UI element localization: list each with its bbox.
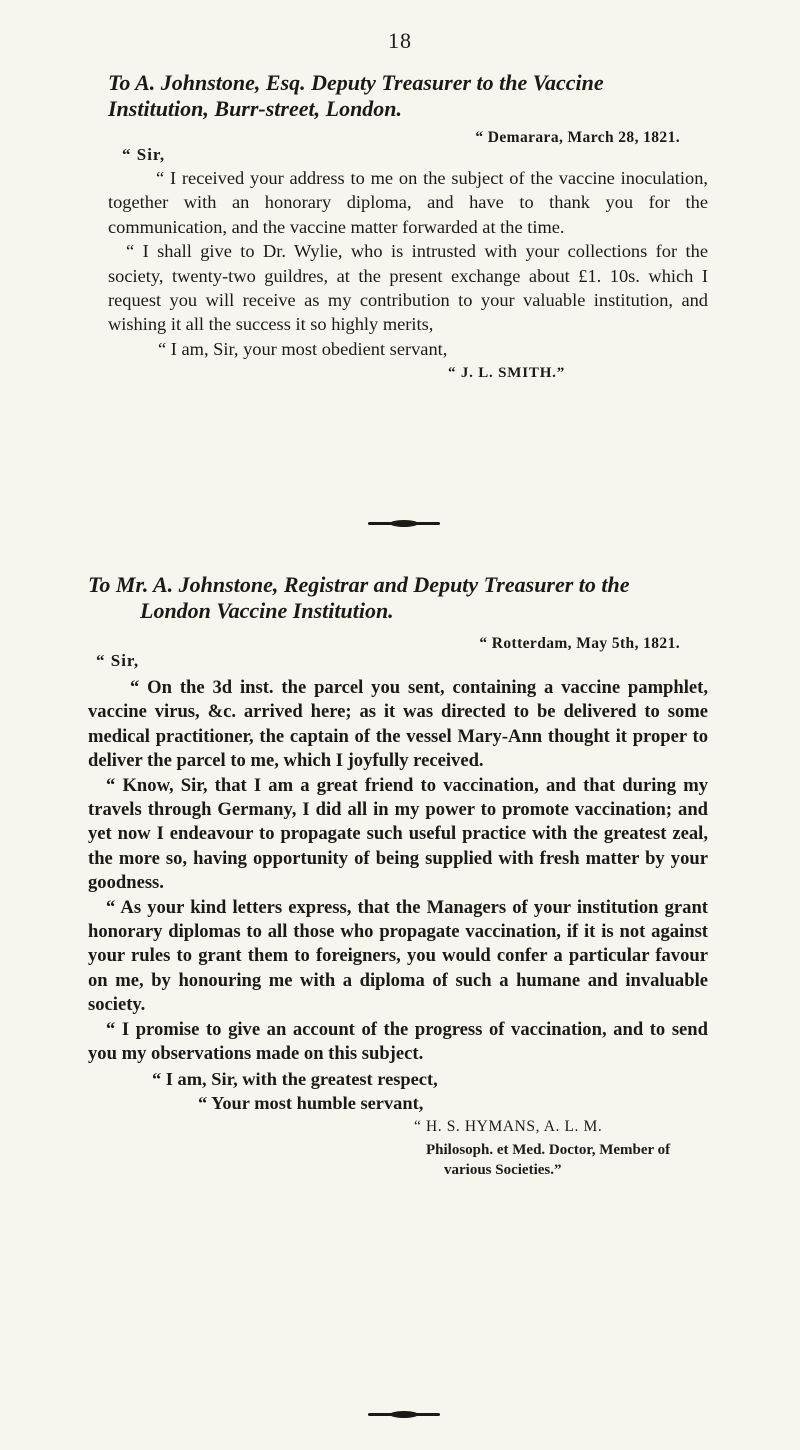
letter-smith xyxy=(108,70,708,386)
closing: “ Your most humble servant, xyxy=(198,1092,424,1113)
paragraph: “ I promise to give an account of the progress of vaccination, and to send you my observations made on this subject. xyxy=(88,1018,708,1065)
section-divider xyxy=(368,1413,440,1416)
page-number: 18 xyxy=(388,28,412,53)
salutation: “ Sir, xyxy=(96,651,140,670)
paragraph: “ As your kind letters express, that the Managers of your institution grant honorary diplomas to all those who propagate vaccination, if it is not against your rules to grant them to foreigners, you would confer a particular favour on me, by honouring me with a diploma of such a humane and invaluable society. xyxy=(88,896,708,1016)
paragraph: “ On the 3d inst. the parcel you sent, containing a vaccine pamphlet, vaccine virus, &c. arrived here; as it was directed to be delivered to some medical practitioner, the captain of the vessel Mary-Ann thought it proper to deliver the parcel to me, which I joyfully received. xyxy=(88,677,708,772)
dateline: “ Rotterdam, May 5th, 1821. xyxy=(479,635,680,652)
paragraph: “ I received your address to me on the subject of the vaccine inoculation, together with an honorary diploma, and have to thank you for the communication, and the vaccine matter forwarded at the time. xyxy=(108,168,708,237)
paragraph: “ Know, Sir, that I am a great friend to vaccination, and that during my travels through Germany, I did all in my power to promote vaccination; and yet now I endeavour to propagate such useful practice with the greatest zeal, the more so, having opportunity of being supplied with fresh matter by your goodness. xyxy=(88,774,708,894)
letter-heading xyxy=(108,70,708,122)
heading-line-1: To A. Johnstone, Esq. Deputy Treasurer to the Vaccine xyxy=(108,70,604,95)
heading-line-2: London Vaccine Institution. xyxy=(140,598,394,623)
letter-heading xyxy=(88,572,708,624)
heading-line-2: Institution, Burr-street, London. xyxy=(108,96,403,121)
section-divider xyxy=(368,522,440,525)
salutation: “ Sir, xyxy=(122,145,166,164)
signature-title: various Societies.” xyxy=(444,1161,562,1178)
heading-line-1: To Mr. A. Johnstone, Registrar and Deputy Treasurer to the xyxy=(88,572,630,597)
closing: “ I am, Sir, your most obedient servant, xyxy=(158,338,448,359)
letter-hymans xyxy=(88,572,708,1180)
dateline: “ Demarara, March 28, 1821. xyxy=(475,129,680,146)
signature: “ J. L. SMITH.” xyxy=(448,365,566,382)
paragraph: “ I shall give to Dr. Wylie, who is intrusted with your collections for the society, twenty-two guildres, at the present exchange about £1. 10s. which I request you will receive as my contribution to your valuable institution, and wishing it all the success it so highly merits, xyxy=(108,241,708,335)
closing: “ I am, Sir, with the greatest respect, xyxy=(152,1068,438,1089)
signature-name: “ H. S. HYMANS, A. L. M. xyxy=(414,1118,603,1136)
signature-title: Philosoph. et Med. Doctor, Member of xyxy=(426,1141,671,1158)
